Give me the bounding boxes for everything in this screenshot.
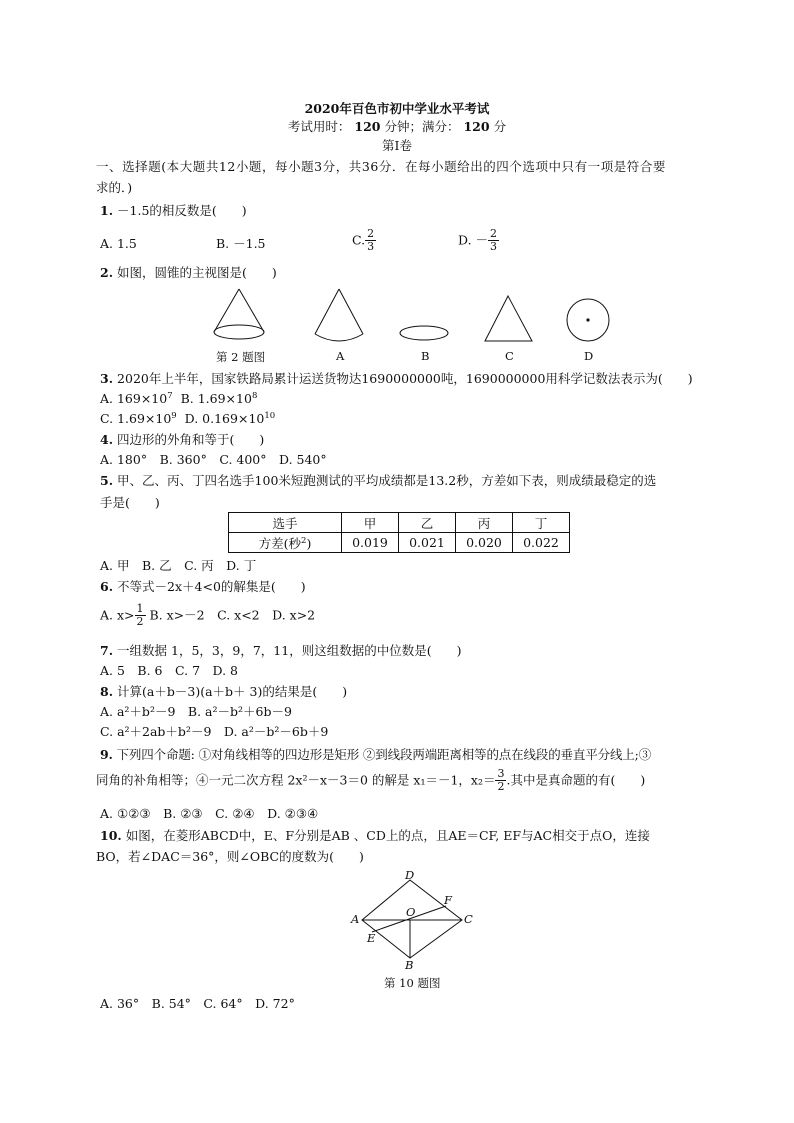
- question-5: 5. 甲、乙、丙、丁四名选手100米短跑测试的平均成绩都是13.2秒，方差如下表，则成绩最稳定的选: [100, 473, 657, 488]
- question-7: 7. 一组数据 1，5，3，9，7，11，则这组数据的中位数是( ): [100, 643, 462, 658]
- question-8: 8. 计算(a＋b－3)(a＋b＋ 3)的结果是( ): [100, 684, 348, 699]
- question-8-options-2: C. a²＋2ab＋b²－9 D. a²－b²－6b＋9: [100, 724, 329, 739]
- point-label-e: E: [367, 931, 376, 945]
- q2-label-d: D: [584, 349, 594, 363]
- table-row: 方差(秒$^2$) 0.019 0.021 0.020 0.022: [229, 533, 570, 553]
- question-3-options-2: C. $1.69\times 10^9$ D. $0.169\times 10^{10}$: [100, 410, 276, 426]
- q1-option-a: A. 1.5: [100, 236, 137, 251]
- section-instructions-cont: 求的．): [96, 180, 133, 195]
- exam-title: 2020年百色市初中学业水平考试: [304, 101, 490, 116]
- point-label-b: B: [405, 958, 414, 972]
- section-instructions: 一、选择题(本大题共12小题，每小题3分，共36分．在每小题给出的四个选项中只有一项是符合要: [96, 159, 666, 174]
- question-10: 10. 如图，在菱形ABCD中，E、F分别是AB 、CD上的点，且AE＝CF, EF与AC相交于点O，连接: [100, 828, 650, 843]
- question-4-options: A. 180° B. 360° C. 400° D. 540°: [100, 452, 327, 467]
- table-row: 选手 甲 乙 丙 丁: [229, 513, 570, 533]
- question-9: 9. 下列四个命题: ①对角线相等的四边形是矩形 ②到线段两端距离相等的点在线段的垂直平分线上;③: [100, 747, 652, 762]
- question-5-options: A. 甲 B. 乙 C. 丙 D. 丁: [100, 558, 257, 573]
- question-6: 6. 不等式－2x＋4<0的解集是( ): [100, 579, 306, 594]
- q1-option-c: C. $\frac{2}{3}$: [352, 227, 375, 253]
- question-2: 2. 如图，圆锥的主视图是( ): [100, 265, 277, 280]
- q2-caption: 第 2 题图: [216, 350, 266, 364]
- question-9-options: A. ①②③ B. ②③ C. ②④ D. ②③④: [100, 806, 319, 821]
- question-8-options-1: A. a²＋b²－9 B. a²－b²＋6b－9: [100, 704, 292, 719]
- q2-label-a: A: [336, 349, 345, 363]
- point-label-d: D: [405, 868, 415, 882]
- question-5-cont: 手是( ): [100, 495, 160, 510]
- q2-label-c: C: [505, 349, 514, 363]
- point-label-o: O: [406, 905, 416, 919]
- point-label-f: F: [444, 893, 452, 907]
- question-1: 1. －1.5的相反数是( ): [100, 203, 247, 218]
- q1-option-b: B. －1.5: [216, 236, 266, 251]
- q2-label-b: B: [421, 349, 430, 363]
- question-3-options-1: A. $169\times 10^7$ B. $1.69\times 10^8$: [100, 390, 258, 406]
- point-label-a: A: [351, 912, 360, 926]
- point-label-c: C: [464, 912, 473, 926]
- q10-caption: 第 10 题图: [384, 976, 441, 990]
- question-10-options: A. 36° B. 54° C. 64° D. 72°: [100, 996, 295, 1011]
- question-4: 4. 四边形的外角和等于( ): [100, 432, 265, 447]
- q1-option-d: D. － $\frac{2}{3}$: [458, 227, 498, 253]
- question-6-options: A. x> $\frac{1}{2}$ B. x>－2 C. x<2 D. x>2: [100, 602, 316, 628]
- volume-label: 第Ⅰ卷: [382, 138, 412, 153]
- question-9-cont: 同角的补角相等；④一元二次方程 2x²－x－3＝0 的解是 x₁＝－1，x₂＝ $\frac{3}{2}$ .其中是真命题的有( ): [96, 767, 646, 793]
- question-3: 3. 2020年上半年，国家铁路局累计运送货物达1690000000吨，1690000000用科学记数法表示为( ): [100, 371, 693, 386]
- exam-info: 考试用时： 120 分钟；满分： 120 分: [287, 119, 507, 134]
- question-7-options: A. 5 B. 6 C. 7 D. 8: [100, 663, 239, 678]
- question-10-cont: BO，若∠DAC＝36°，则∠OBC的度数为( ): [96, 849, 364, 864]
